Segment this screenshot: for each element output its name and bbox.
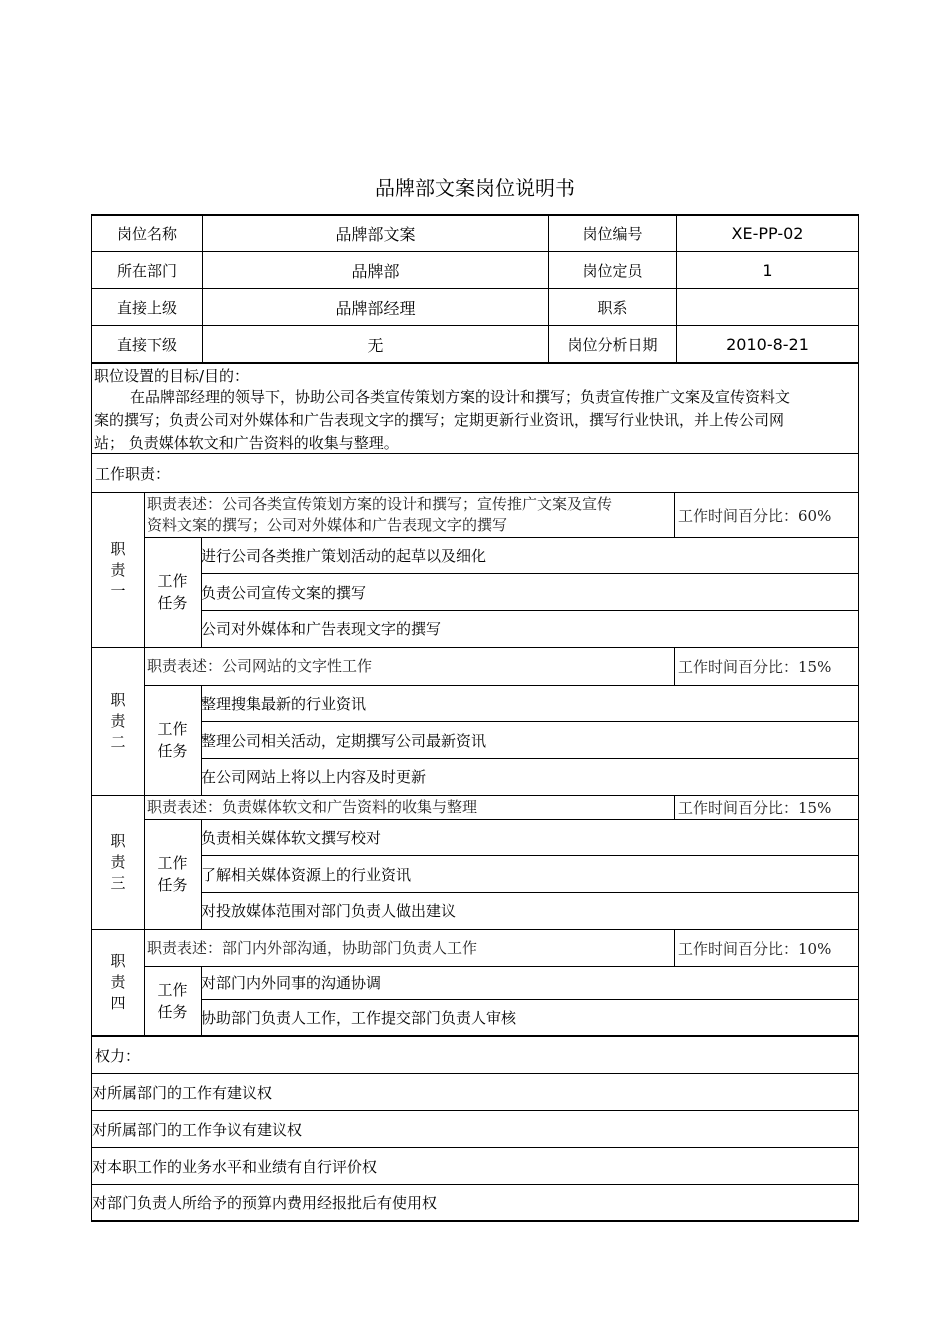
task-label-text: 工作 <box>157 854 188 872</box>
duty-description <box>144 930 858 967</box>
info-value: 1 <box>676 252 858 288</box>
powers-heading-row <box>91 1037 859 1074</box>
objective-line: 在品牌部经理的领导下，协助公司各类宣传策划方案的设计和撰写；负责宣传推广文案及宣传资料文 <box>130 388 791 406</box>
task-label <box>144 685 202 795</box>
power-item: 对本职工作的业务水平和业绩有自行评价权 <box>91 1148 859 1185</box>
task-group <box>144 685 858 795</box>
task-item: 了解相关媒体资源上的行业资讯 <box>201 856 858 893</box>
duty-block-1 <box>91 493 859 648</box>
task-group <box>144 819 858 929</box>
info-label: 所在部门 <box>116 261 177 280</box>
info-row-3 <box>91 289 859 326</box>
task-item: 在公司网站上将以上内容及时更新 <box>201 768 427 786</box>
duty-label-char: 责 <box>110 560 126 579</box>
info-row-4 <box>91 326 859 364</box>
info-value: 品牌部文案 <box>202 216 548 251</box>
power-item: 对部门负责人所给予的预算内费用经报批后有使用权 <box>91 1185 859 1222</box>
duty-desc-line: 职责表述：部门内外部沟通，协助部门负责人工作 <box>147 938 478 957</box>
power-item: 对所属部门的工作争议有建议权 <box>91 1111 859 1148</box>
task-label <box>144 966 202 1035</box>
duty-block-4 <box>91 930 859 1037</box>
duty-label-char: 责 <box>110 973 126 991</box>
info-value: XE-PP-02 <box>676 216 858 251</box>
info-label: 直接上级 <box>116 298 177 317</box>
info-label: 职系 <box>548 289 676 325</box>
info-row-2 <box>91 252 859 289</box>
info-label: 直接下级 <box>116 335 177 354</box>
info-label: 岗位分析日期 <box>548 326 676 362</box>
task-item: 公司对外媒体和广告表现文字的撰写 <box>201 620 442 638</box>
duty-desc-line: 职责表述：负责媒体软文和广告资料的收集与整理 <box>147 798 478 816</box>
info-label: 岗位编号 <box>548 216 676 251</box>
duty-label-char: 职 <box>110 539 126 558</box>
task-label-text: 任务 <box>157 594 188 612</box>
duties-heading: 工作职责： <box>95 464 171 483</box>
time-percentage: 工作时间百分比：15% <box>674 648 858 685</box>
duty-label-char: 二 <box>110 733 126 751</box>
task-label <box>144 537 202 647</box>
duty-label-char: 责 <box>110 853 126 871</box>
info-label: 岗位名称 <box>116 225 177 243</box>
powers-heading: 权力： <box>95 1046 141 1065</box>
task-item: 对投放媒体范围对部门负责人做出建议 <box>201 902 457 920</box>
time-percentage: 工作时间百分比：15% <box>674 796 858 819</box>
duty-label-char: 职 <box>110 952 126 970</box>
duty-label-char: 职 <box>110 832 126 850</box>
task-item: 对部门内外同事的沟通协调 <box>201 966 858 1000</box>
duty-description <box>144 648 858 686</box>
task-item: 进行公司各类推广策划活动的起草以及细化 <box>201 537 858 574</box>
job-description-table <box>91 214 859 1222</box>
duty-label-char: 四 <box>110 994 126 1012</box>
task-group <box>144 537 858 647</box>
task-label-text: 工作 <box>157 980 188 999</box>
info-label: 岗位定员 <box>548 252 676 288</box>
info-value <box>676 289 858 325</box>
info-value: 品牌部 <box>202 252 548 288</box>
duty-label-char: 一 <box>110 581 126 600</box>
objective-heading: 职位设置的目标/目的： <box>94 367 250 385</box>
task-item: 负责相关媒体软文撰写校对 <box>201 819 858 856</box>
task-label-text: 工作 <box>157 572 188 590</box>
duty-label <box>92 796 145 929</box>
duty-description <box>144 493 858 538</box>
duty-label <box>92 493 145 647</box>
duty-description <box>144 796 858 820</box>
duty-label-char: 职 <box>110 691 126 709</box>
info-value: 2010-8-21 <box>676 326 858 362</box>
duty-desc-line: 职责表述：公司网站的文字性工作 <box>147 657 373 675</box>
objective-section <box>91 364 859 454</box>
objective-line: 站； 负责媒体软文和广告资料的收集与整理。 <box>94 434 399 452</box>
task-label-text: 任务 <box>157 742 188 760</box>
duty-label-char: 责 <box>110 712 126 730</box>
duty-block-3 <box>91 796 859 930</box>
task-item: 负责公司宣传文案的撰写 <box>201 574 858 611</box>
time-percentage: 工作时间百分比：60% <box>674 493 858 537</box>
task-item: 整理搜集最新的行业资讯 <box>201 685 858 722</box>
duty-block-2 <box>91 648 859 796</box>
duty-label-char: 三 <box>110 874 126 892</box>
info-value: 无 <box>202 326 548 362</box>
task-label-text: 工作 <box>157 720 188 738</box>
power-item: 对所属部门的工作有建议权 <box>91 1074 859 1111</box>
info-row-1 <box>91 214 859 252</box>
duty-desc-line: 职责表述：公司各类宣传策划方案的设计和撰写；宣传推广文案及宣传 <box>147 495 613 513</box>
duty-desc-line: 资料文案的撰写；公司对外媒体和广告表现文字的撰写 <box>147 516 508 534</box>
info-value: 品牌部经理 <box>202 289 548 325</box>
duty-label <box>92 648 145 795</box>
task-group <box>144 966 858 1035</box>
task-item: 整理公司相关活动，定期撰写公司最新资讯 <box>201 722 858 759</box>
duty-label <box>92 930 145 1035</box>
task-label-text: 任务 <box>157 1002 188 1021</box>
time-percentage: 工作时间百分比：10% <box>674 930 858 966</box>
task-label <box>144 819 202 929</box>
objective-line: 案的撰写；负责公司对外媒体和广告表现文字的撰写；定期更新行业资讯，撰写行业快讯，并上传公司网 <box>94 411 785 429</box>
task-item: 协助部门负责人工作，工作提交部门负责人审核 <box>201 1008 517 1027</box>
duties-heading-row <box>91 454 859 493</box>
task-label-text: 任务 <box>157 876 188 894</box>
document-title: 品牌部文案岗位说明书 <box>375 176 575 200</box>
